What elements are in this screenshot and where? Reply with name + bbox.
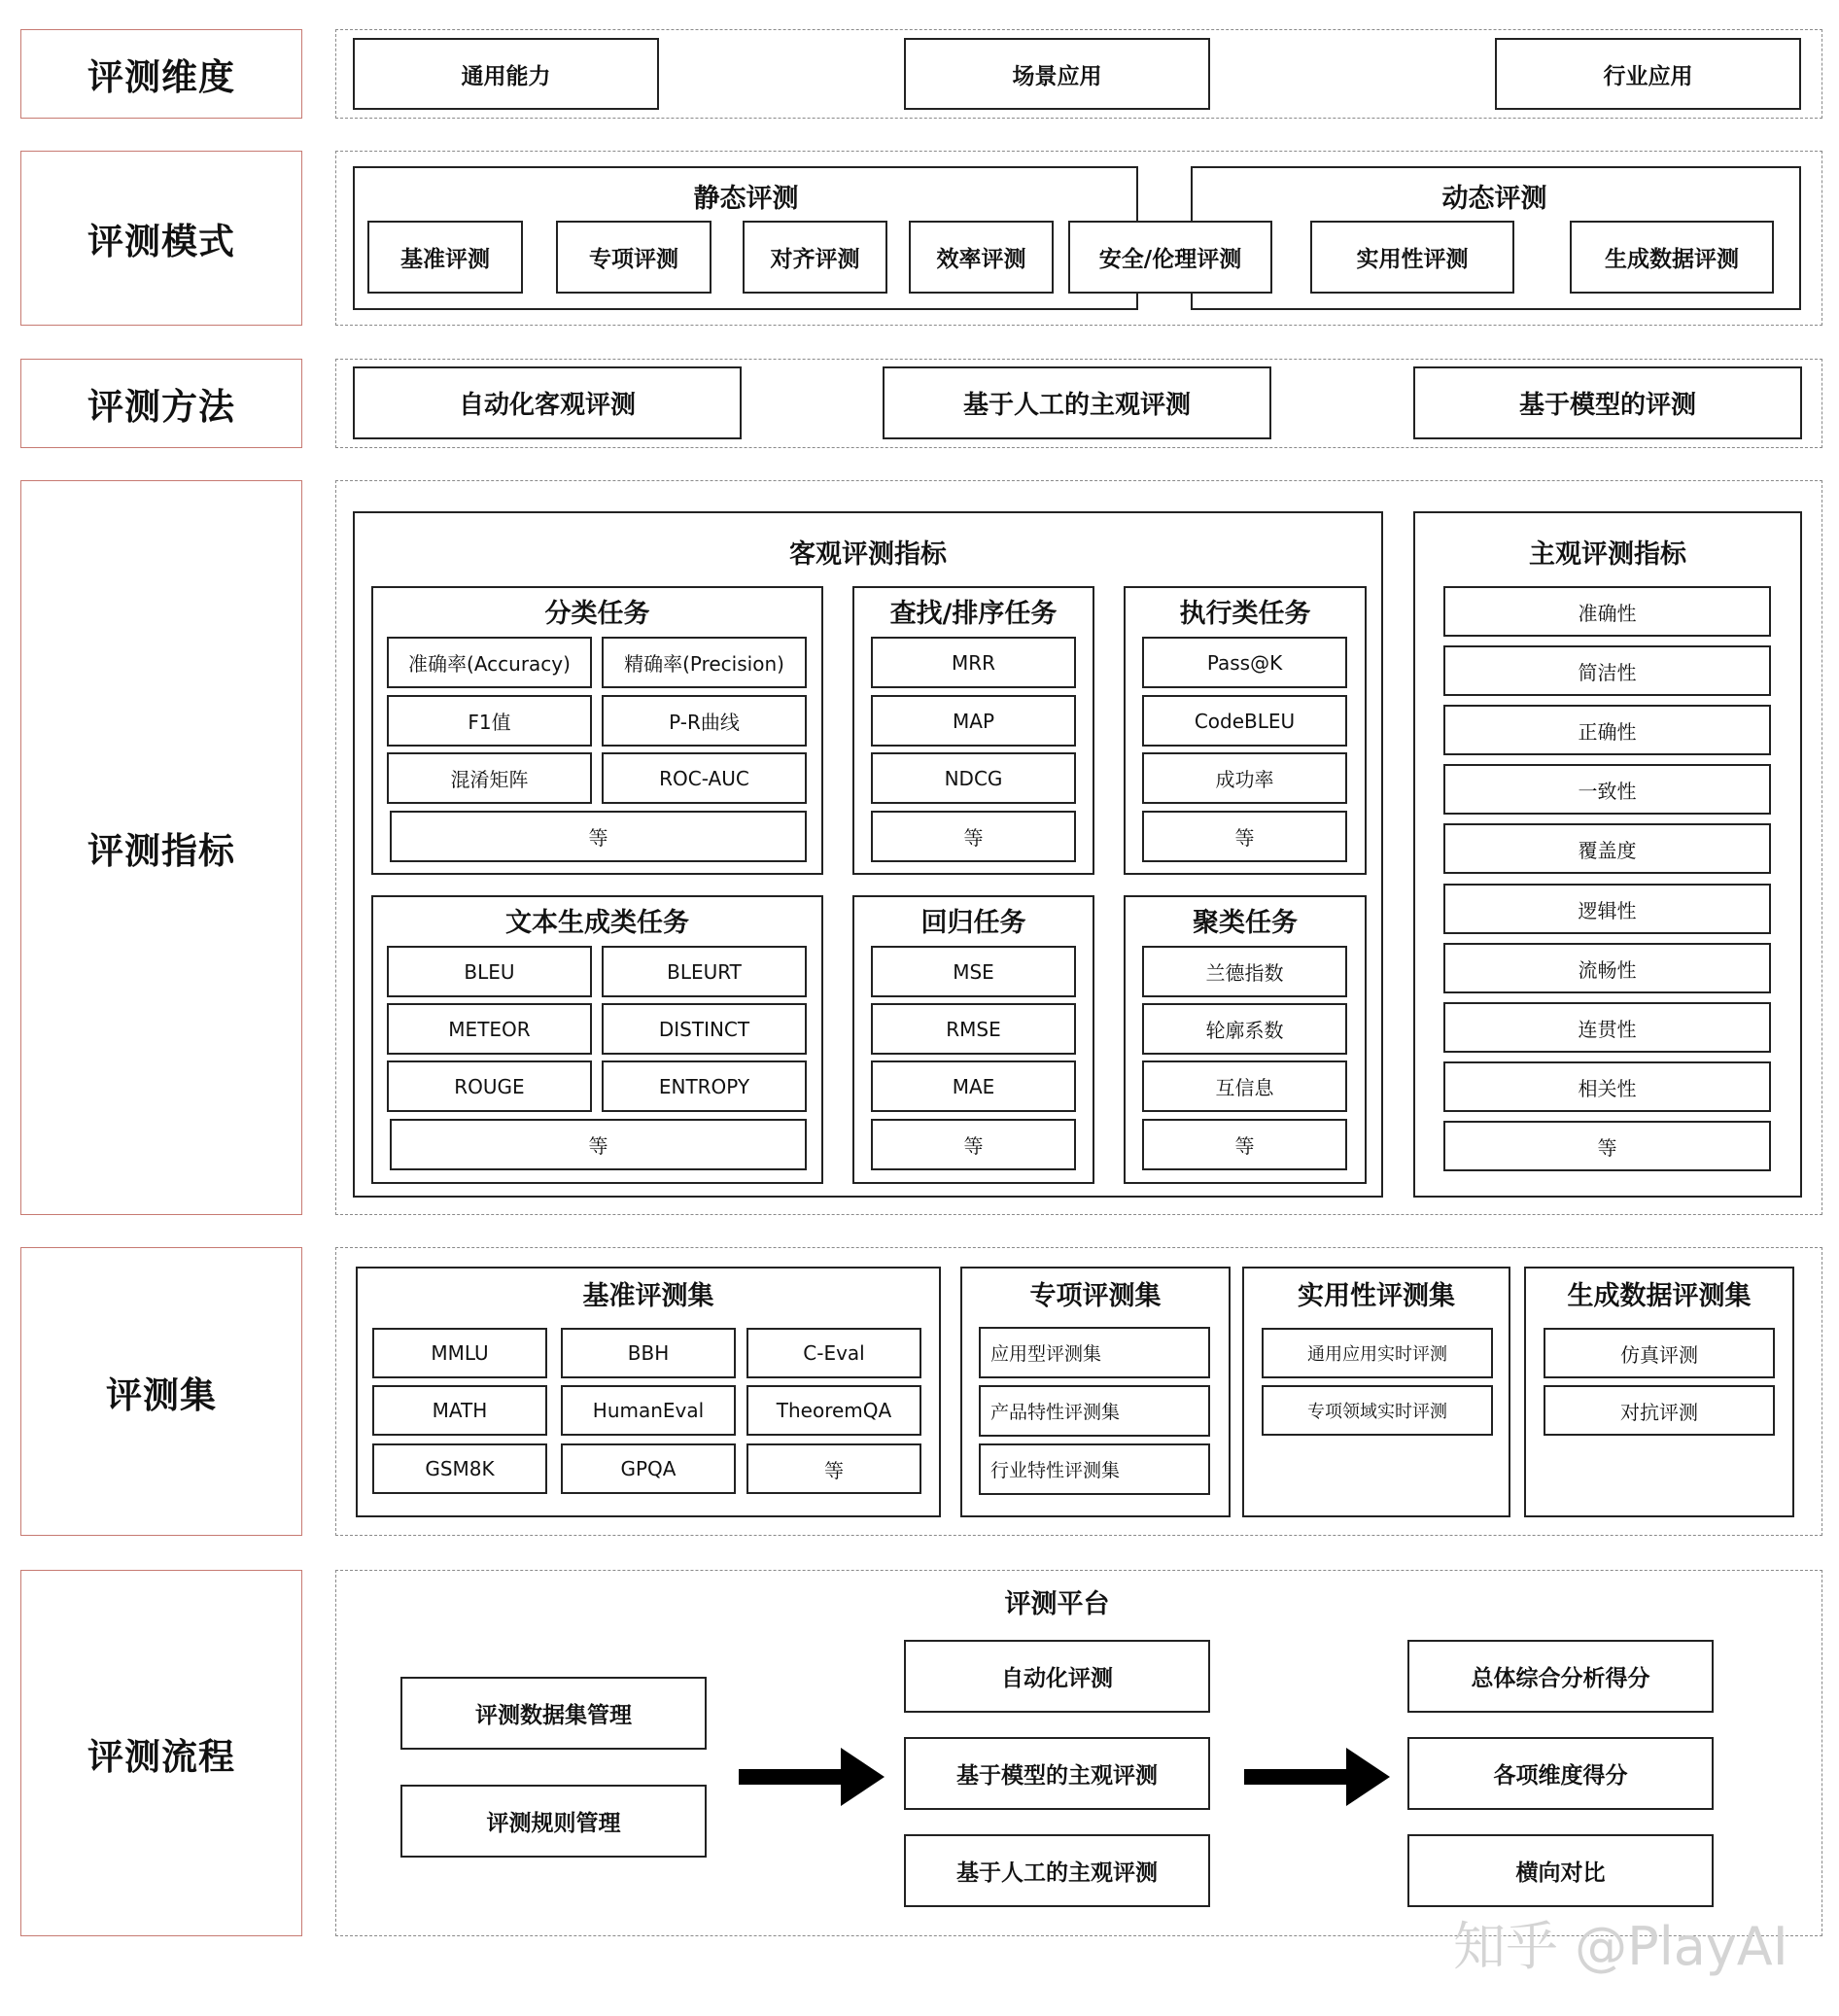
dataset-mmlu: MMLU xyxy=(372,1328,547,1378)
arrow-1-head xyxy=(841,1748,885,1806)
dataset-ceval: C-Eval xyxy=(746,1328,921,1378)
metric-classification-etc: 等 xyxy=(390,811,807,862)
metric-map: MAP xyxy=(871,695,1076,747)
subjective-accuracy: 准确性 xyxy=(1443,586,1771,637)
mode-generated-data: 生成数据评测 xyxy=(1570,221,1774,294)
subjective-conciseness: 简洁性 xyxy=(1443,645,1771,696)
mode-practical: 实用性评测 xyxy=(1310,221,1514,294)
textgen-task-title: 文本生成类任务 xyxy=(505,907,689,938)
metric-pr-curve: P-R曲线 xyxy=(602,695,807,747)
metric-precision: 精确率(Precision) xyxy=(602,637,807,688)
dataset-math: MATH xyxy=(372,1385,547,1436)
row-label-dimension: 评测维度 xyxy=(20,29,302,119)
process-dimension-score: 各项维度得分 xyxy=(1407,1737,1714,1810)
subjective-fluency: 流畅性 xyxy=(1443,943,1771,993)
dimension-industry: 行业应用 xyxy=(1495,38,1801,110)
metric-rmse: RMSE xyxy=(871,1003,1076,1055)
metric-meteor: METEOR xyxy=(387,1003,592,1055)
row-label-datasets: 评测集 xyxy=(20,1247,302,1536)
metric-execution-etc: 等 xyxy=(1142,811,1347,862)
metric-rand-index: 兰德指数 xyxy=(1142,946,1347,997)
arrow-2-head xyxy=(1346,1748,1390,1806)
dimension-general: 通用能力 xyxy=(353,38,659,110)
dimension-scenario: 场景应用 xyxy=(904,38,1210,110)
subjective-consistency: 一致性 xyxy=(1443,764,1771,815)
metric-silhouette: 轮廓系数 xyxy=(1142,1003,1347,1055)
clustering-task-title: 聚类任务 xyxy=(1193,907,1298,938)
metric-codebleu: CodeBLEU xyxy=(1142,695,1347,747)
metric-bleu: BLEU xyxy=(387,946,592,997)
metric-rouge: ROUGE xyxy=(387,1060,592,1112)
classification-task-title: 分类任务 xyxy=(544,598,650,629)
subjective-coverage: 覆盖度 xyxy=(1443,823,1771,874)
dataset-gpqa: GPQA xyxy=(561,1443,736,1494)
metric-textgen-etc: 等 xyxy=(390,1119,807,1170)
method-auto-objective: 自动化客观评测 xyxy=(353,366,742,439)
dataset-benchmark-etc: 等 xyxy=(746,1443,921,1494)
dataset-theoremqa: TheoremQA xyxy=(746,1385,921,1436)
row-label-metrics: 评测指标 xyxy=(20,480,302,1215)
dataset-gsm8k: GSM8K xyxy=(372,1443,547,1494)
metric-confusion-matrix: 混淆矩阵 xyxy=(387,752,592,804)
mode-alignment: 对齐评测 xyxy=(743,221,887,294)
subjective-logic: 逻辑性 xyxy=(1443,884,1771,934)
static-eval-title: 静态评测 xyxy=(693,183,799,214)
subjective-relevance: 相关性 xyxy=(1443,1061,1771,1112)
process-human-subjective: 基于人工的主观评测 xyxy=(904,1834,1210,1907)
mode-safety-ethics: 安全/伦理评测 xyxy=(1068,221,1272,294)
dataset-simulation: 仿真评测 xyxy=(1544,1328,1775,1378)
search-task-title: 查找/排序任务 xyxy=(889,598,1058,629)
process-auto-eval: 自动化评测 xyxy=(904,1640,1210,1713)
platform-title: 评测平台 xyxy=(1004,1588,1110,1619)
metric-bleurt: BLEURT xyxy=(602,946,807,997)
subjective-metrics-title: 主观评测指标 xyxy=(1529,539,1686,570)
metric-entropy: ENTROPY xyxy=(602,1060,807,1112)
generated-set-title: 生成数据评测集 xyxy=(1567,1280,1752,1311)
metric-search-etc: 等 xyxy=(871,811,1076,862)
metric-distinct: DISTINCT xyxy=(602,1003,807,1055)
row-label-mode: 评测模式 xyxy=(20,151,302,326)
method-human-subjective: 基于人工的主观评测 xyxy=(883,366,1271,439)
metric-roc-auc: ROC-AUC xyxy=(602,752,807,804)
dataset-adversarial: 对抗评测 xyxy=(1544,1385,1775,1436)
mode-efficiency: 效率评测 xyxy=(909,221,1054,294)
dataset-bbh: BBH xyxy=(561,1328,736,1378)
dataset-application: 应用型评测集 xyxy=(979,1327,1210,1378)
metric-mutual-info: 互信息 xyxy=(1142,1060,1347,1112)
dataset-product-feature: 产品特性评测集 xyxy=(979,1385,1210,1437)
method-model-based: 基于模型的评测 xyxy=(1413,366,1802,439)
metric-f1: F1值 xyxy=(387,695,592,747)
arrow-2-shaft xyxy=(1244,1769,1351,1785)
dataset-industry-feature: 行业特性评测集 xyxy=(979,1443,1210,1495)
process-model-subjective: 基于模型的主观评测 xyxy=(904,1737,1210,1810)
metric-pass-at-k: Pass@K xyxy=(1142,637,1347,688)
row-label-process: 评测流程 xyxy=(20,1570,302,1936)
arrow-1-shaft xyxy=(739,1769,846,1785)
process-horizontal-compare: 横向对比 xyxy=(1407,1834,1714,1907)
dataset-humaneval: HumanEval xyxy=(561,1385,736,1436)
metric-mrr: MRR xyxy=(871,637,1076,688)
practical-set-title: 实用性评测集 xyxy=(1298,1280,1455,1311)
process-rule-management: 评测规则管理 xyxy=(400,1785,707,1858)
metric-mae: MAE xyxy=(871,1060,1076,1112)
metric-regression-etc: 等 xyxy=(871,1119,1076,1170)
benchmark-set-title: 基准评测集 xyxy=(582,1280,714,1311)
objective-metrics-title: 客观评测指标 xyxy=(789,539,947,570)
mode-benchmark: 基准评测 xyxy=(367,221,523,294)
process-dataset-management: 评测数据集管理 xyxy=(400,1677,707,1750)
dynamic-eval-title: 动态评测 xyxy=(1441,183,1547,214)
subjective-etc: 等 xyxy=(1443,1121,1771,1171)
metric-mse: MSE xyxy=(871,946,1076,997)
metric-ndcg: NDCG xyxy=(871,752,1076,804)
regression-task-title: 回归任务 xyxy=(920,907,1026,938)
metric-clustering-etc: 等 xyxy=(1142,1119,1347,1170)
metric-success-rate: 成功率 xyxy=(1142,752,1347,804)
special-set-title: 专项评测集 xyxy=(1029,1280,1162,1311)
execution-task-title: 执行类任务 xyxy=(1179,598,1311,629)
dataset-general-realtime: 通用应用实时评测 xyxy=(1262,1328,1493,1378)
row-label-method: 评测方法 xyxy=(20,359,302,448)
subjective-correctness: 正确性 xyxy=(1443,705,1771,755)
watermark: 知乎 @PlayAI xyxy=(1453,1916,1788,1977)
mode-special: 专项评测 xyxy=(556,221,711,294)
process-overall-score: 总体综合分析得分 xyxy=(1407,1640,1714,1713)
subjective-coherence: 连贯性 xyxy=(1443,1002,1771,1053)
dataset-domain-realtime: 专项领域实时评测 xyxy=(1262,1385,1493,1436)
metric-accuracy: 准确率(Accuracy) xyxy=(387,637,592,688)
